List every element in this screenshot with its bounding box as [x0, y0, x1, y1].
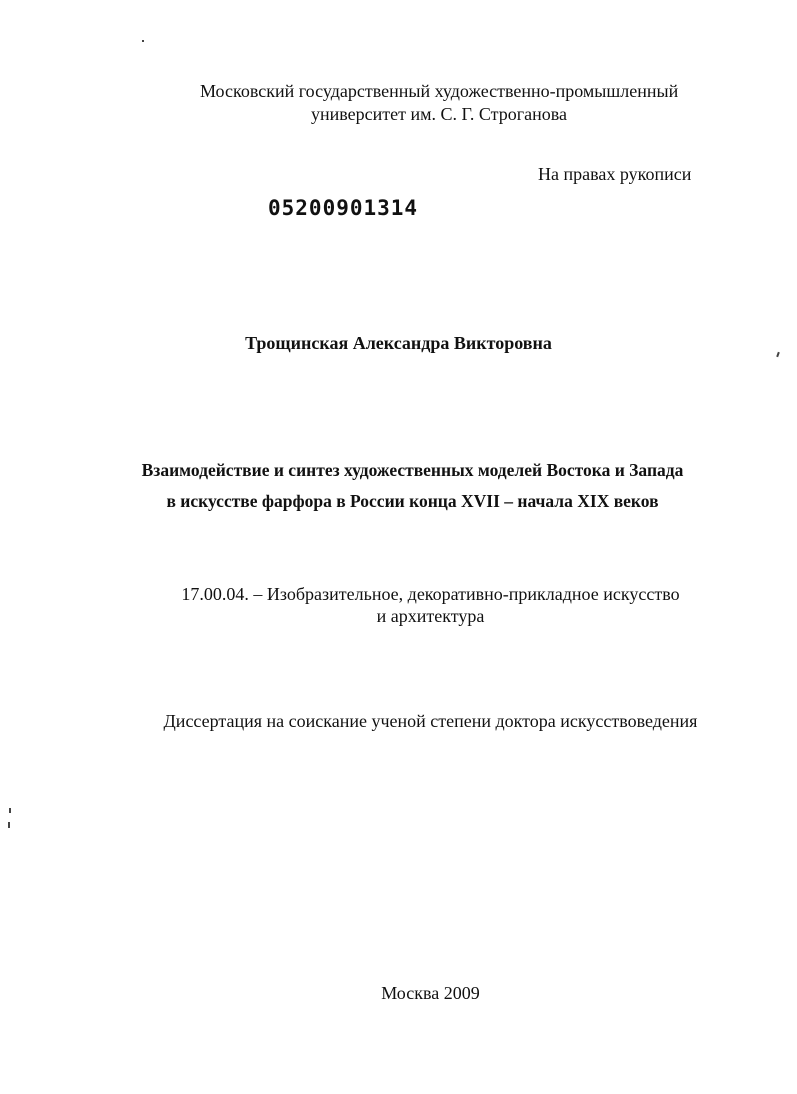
institution-line-2: университет им. С. Г. Строганова [311, 104, 568, 124]
institution-line-1: Московский государственный художественно-промышленный [200, 81, 679, 101]
scan-speck [8, 822, 10, 828]
city-year: Москва 2009 [381, 983, 480, 1003]
author-name: Трощинская Александра Викторовна [245, 333, 552, 353]
specialty-line-1: 17.00.04. – Изобразительное, декоративно-прикладное искусство [181, 584, 680, 604]
registry-number-stamp: 05200901314 [268, 196, 419, 220]
dissertation-title-line-1: Взаимодействие и синтез художественных моделей Востока и Запада [141, 460, 684, 480]
manuscript-note: На правах рукописи [538, 164, 692, 184]
scan-speck [142, 40, 144, 42]
specialty-line-2: и архитектура [376, 606, 485, 626]
degree-statement: Диссертация на соискание ученой степени доктора искусствоведения [163, 711, 698, 731]
dissertation-title-line-2: в искусстве фарфора в России конца XVII – начала XIX веков [166, 491, 659, 511]
scan-speck [9, 808, 11, 813]
